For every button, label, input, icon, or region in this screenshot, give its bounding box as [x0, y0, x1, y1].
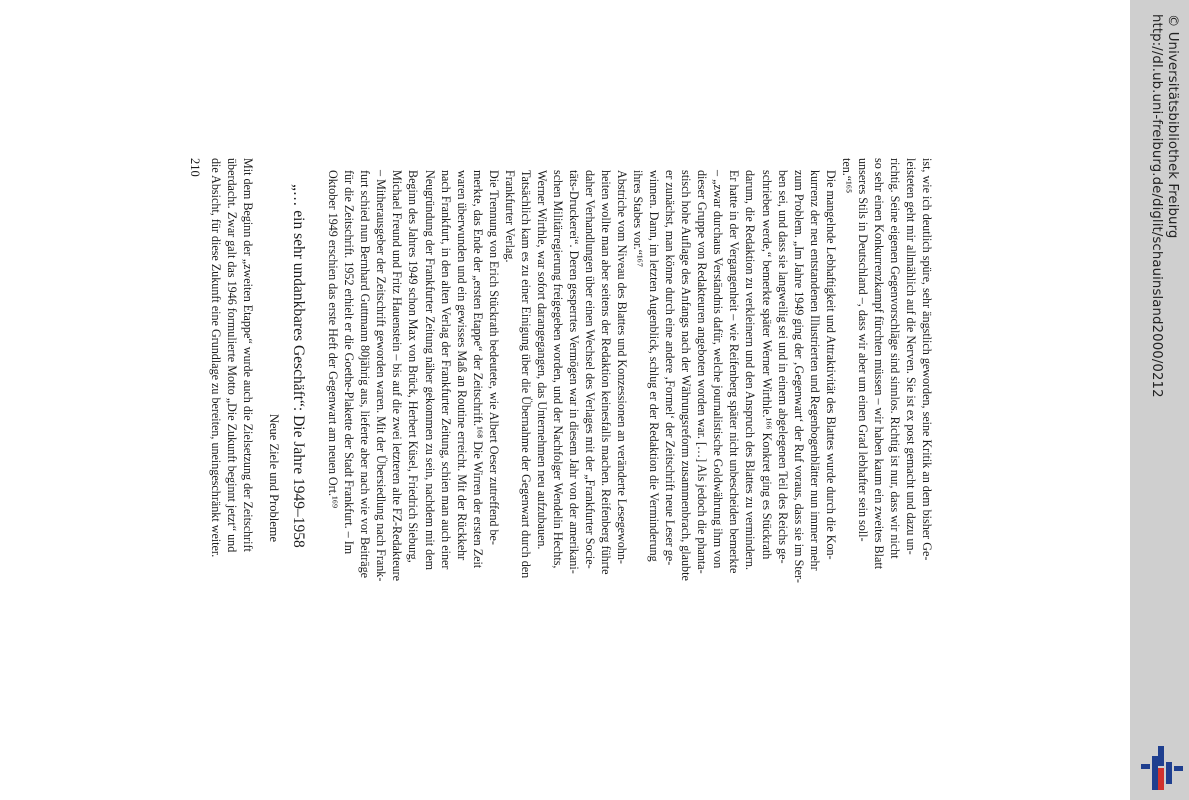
paragraph [502, 158, 630, 798]
text-line: ten.“¹⁶⁵ [839, 158, 854, 194]
text-line: überdacht. Zwar galt das 1946 formulierte Motto „Die Zukunft beginnt jetzt“ und [225, 158, 240, 553]
text-line: Tatsächlich kam es zu einer Einigung über die Übernahme der Gegenwart durch den [518, 170, 533, 579]
text-line: für die Zeitschrift. 1952 erhielt er die Goethe-Plakette der Stadt Frankfurt. – Im [342, 170, 357, 555]
copyright-notice: © Universitätsbibliothek Freiburg [1165, 14, 1180, 239]
page-number: 210 [188, 158, 203, 177]
section-heading: „… ein sehr undankbares Geschäft“: Die Jahre 1949–1958 [290, 184, 308, 548]
permalink-url[interactable]: http://dl.ub.uni-freiburg.de/diglit/schauinsland2000/0212 [1149, 14, 1164, 398]
text-line: Er hatte in der Vergangenheit – wie Reifenberg später nicht unbescheiden bemerkte [727, 170, 742, 574]
text-line: Die mangelnde Lebhaftigkeit und Attraktivität des Blattes wurde durch die Kon- [823, 170, 838, 560]
text-line: unseres Stils in Deutschland –, dass wir aber um einen Grad lebhafter sein soll- [855, 158, 870, 542]
text-line: kurrenz der neu entstandenen Illustrierten und Regenbogenblätter nun immer mehr [807, 170, 822, 571]
text-line: Mit dem Beginn der „zweiten Etappe“ wurde auch die Zielsetzung der Zeitschrift [241, 158, 256, 552]
text-line: – Mitherausgeber der Zeitschrift geworden waren. Mit der Übersiedlung nach Frank- [374, 170, 389, 582]
text-line: ist, wie ich deutlich spüre, sehr ängstlich geworden, seine Kritik an dem bisher Ge- [920, 158, 934, 561]
text-line: Michael Freund und Fritz Hauenstein – bis auf die zwei letzteren alte FZ-Redakteure [390, 170, 405, 582]
text-line: Neugründung der Frankfurter Zeitung näher gekommen zu sein, nachdem mit dem [422, 170, 437, 570]
text-line: zum Problem. „Im Jahre 1949 ging der ‚Gegenwart‘ der Ruf voraus, dass sie im Ster- [791, 170, 806, 583]
text-line: furt schied nun Bernhard Guttmann 80jährig aus, lieferte aber nach wie vor Beiträge [358, 170, 373, 579]
text-line: waren überwunden und ein gewisses Maß an Routine erreicht. Mit der Rückkehr [454, 170, 469, 561]
text-line: darum, die Redaktion zu verkleinern und den Anspruch des Blattes zu vermindern. [743, 170, 758, 570]
text-line: leisteten geht mir allmählich auf die Nerven. Sie ist ex post gemacht und dazu un- [903, 158, 918, 555]
text-line: Frankfurter Verlag. [502, 170, 517, 263]
text-line: Beginn des Jahres 1949 schon Max von Brück, Herbert Küsel, Friedrich Sieburg, [406, 170, 421, 563]
text-line: ben sei, und dass sie langweilig sei und in einem abgelegenen Teil des Reichs ge- [775, 170, 790, 564]
text-line: Oktober 1949 erschien das erste Heft der Gegenwart am neuen Ort.¹⁶⁹ [326, 170, 341, 509]
text-line: schrieben werde,“ bemerkte später Werner Wirthle.¹⁶⁶ Konkret ging es Stückrath [759, 170, 774, 560]
text-line: schen Militärregierung freigegeben worden, und der Nachfolger Wendelin Hechts, [550, 170, 565, 569]
text-line: heiten wollte man aber seitens der Redaktion keinesfalls machen. Reifenberg führte [599, 170, 614, 575]
text-line: nach Frankfurt, in den alten Verlag der Frankfurter Zeitung, schien man auch einer [438, 170, 453, 570]
text-line: merkte, das Ende der „ersten Etappe“ der Zeitschrift.¹⁶⁸ Die Wirren der ersten Zeit [470, 170, 485, 569]
paragraph [630, 158, 839, 798]
paragraph [325, 158, 502, 798]
text-line: Abstriche vom Niveau des Blattes und Konzessionen an veränderte Lesegewohn- [615, 170, 630, 564]
subsection-heading: Neue Ziele und Probleme [267, 413, 282, 543]
text-line: richtig. Seine eigenen Gegenvorschläge sind sinnlos. Richtig ist nur, dass wir nicht [887, 158, 902, 559]
text-line: daher Verhandlungen über einen Wechsel des Verlages mit der „Frankfurter Socie- [583, 170, 598, 569]
scanned-page [188, 158, 935, 798]
text-line: täts-Druckerei“. Deren gesperrtes Vermögen war in diesem Jahr von der amerikani- [566, 170, 581, 574]
text-line: winnen. Dann, im letzten Augenblick, schlug er der Redaktion die Verminderung [647, 170, 662, 562]
text-line: – „zwar durchaus Verständnis dafür, welche journalistische Goldwährung ihm von [711, 170, 726, 569]
paragraph [208, 158, 256, 798]
text-line: stisch hohe Auflage des Anfangs nach der Währungsreform zusammenbrach, glaubte [679, 170, 694, 581]
text-line: Die Trennung von Erich Stückrath bedeutete, wie Albert Oeser zutreffend be- [486, 170, 501, 545]
text-line: Werner Wirthle, war sofort darangegangen, das Unternehmen neu aufzubauen. [534, 170, 549, 550]
ub-freiburg-logo-icon [1141, 746, 1185, 790]
text-line: ihres Stabes vor.“¹⁶⁷ [631, 170, 646, 268]
text-line: so sehr einen Konkurrenzkampf fürchten müssen – wir haben kaum ein zweites Blatt [871, 158, 886, 570]
paragraph [839, 158, 935, 798]
text-line: er zunächst, man könne durch eine andere ‚Formel‘ der Zeitschrift neue Leser ge- [663, 170, 678, 566]
text-line: die Absicht, für diese Zukunft eine Grundlage zu bereiten, uneingeschränkt weiter. [209, 158, 224, 558]
text-line: dieser Gruppe von Redakteuren angeboten worden war. […] Als jedoch die phanta- [695, 170, 710, 574]
